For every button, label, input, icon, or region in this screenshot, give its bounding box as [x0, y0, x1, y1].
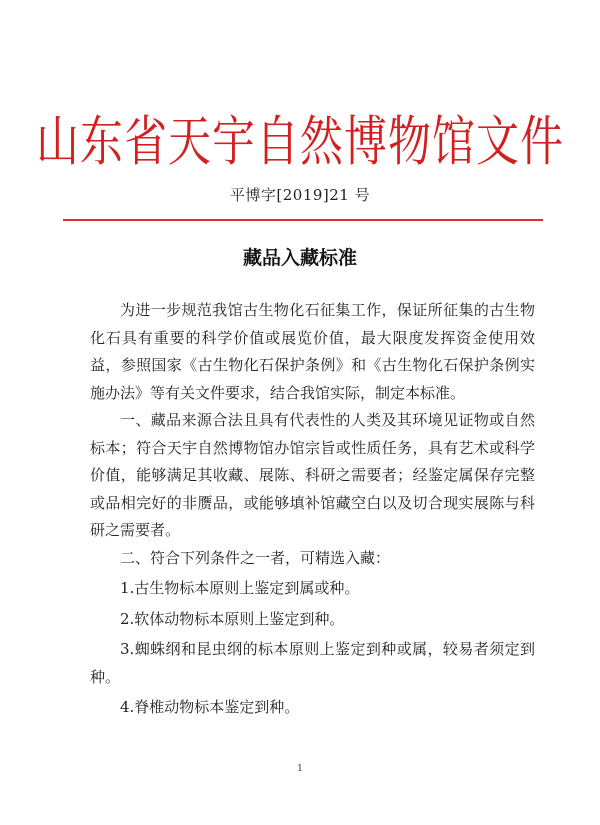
letterhead-title: 山东省天宇自然博物馆文件 [36, 111, 564, 174]
document-number: 平博字[2019]21 号 [229, 186, 371, 204]
section-one-paragraph: 一、藏品来源合法且具有代表性的人类及其环境见证物或自然标本；符合天宇自然博物馆办馆宗旨或性质任务，具有艺术或科学价值，能够满足其收藏、展陈、科研之需要者；经鉴定属保存完整或品相完好的非赝品，或能够填补馆藏空白以及切合现实展陈与科研之需要者。 [90, 411, 535, 539]
section-two-heading: 二、符合下列条件之一者，可精选入藏： [120, 548, 391, 567]
red-divider-line [63, 219, 543, 221]
document-title: 藏品入藏标准 [242, 247, 357, 269]
intro-paragraph: 为进一步规范我馆古生物化石征集工作，保证所征集的古生物化石具有重要的科学价值或展览价值，最大限度发挥资金使用效益，参照国家《古生物化石保护条例》和《古生物化石保护条例实施办法》等有关文件要求，结合我馆实际，制定本标准。 [90, 301, 535, 402]
list-item-2: 2.软体动物标本原则上鉴定到种。 [120, 609, 345, 628]
list-item-1: 1.古生物标本原则上鉴定到属或种。 [120, 579, 360, 597]
page-number: 1 [297, 764, 303, 774]
document-body [90, 297, 535, 722]
list-item-3: 3.蜘蛛纲和昆虫纲的标本原则上鉴定到种或属，较易者须定到种。 [90, 640, 535, 686]
list-item-4: 4.脊椎动物标本鉴定到种。 [120, 698, 300, 716]
